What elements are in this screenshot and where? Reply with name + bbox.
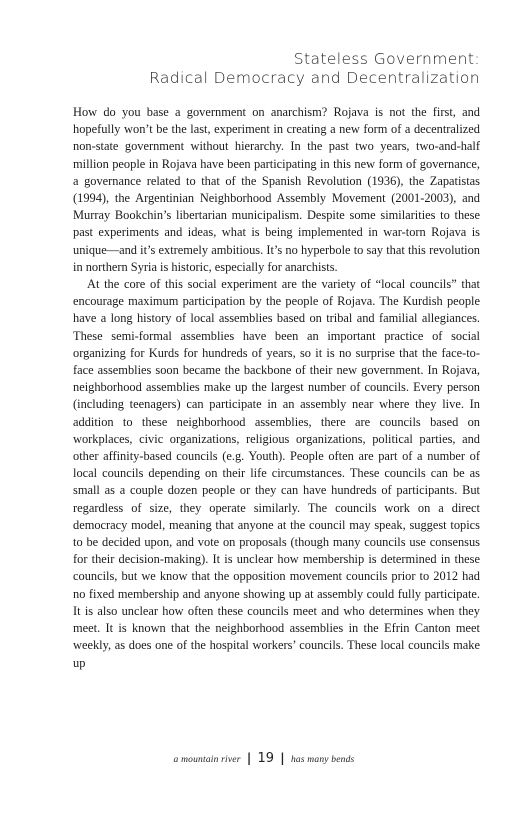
page-number: 19 — [257, 751, 275, 766]
footer-left-title: a mountain river — [173, 755, 241, 765]
paragraph-1: How do you base a government on anarchism? Rojava is not the first, and hopefully won’t be the last, experiment in creating a new form of a decentralized non-state government without hierarchy. In the past two years, two-and-half million people in Rojava have been participating in this new form of governance, a governance related to that of the Spanish Revolution (1936), the Zapatistas (1994), the Argentinian Neighborhood Assembly Movement (2001-2003), and Murray Bookchin’s libertarian municipalism. Despite some similarities to these past experiments and ideas, what is being implemented in war-torn Rojava is unique—and it’s extremely ambitious. It’s no hyperbole to say that this revolution in northern Syria is historic, especially for anarchists. — [73, 105, 480, 274]
chapter-heading-line-1: Stateless Government: — [293, 50, 480, 68]
footer-right-title: has many bends — [290, 755, 355, 765]
chapter-heading — [40, 50, 480, 88]
body-text — [73, 104, 480, 672]
paragraph-2: At the core of this social experiment are the variety of “local councils” that encourage maximum participation by the people of Rojava. The Kurdish people have a long history of local assemblies based on tribal and familial allegiances. These semi-formal assemblies have been an important practice of social organizing for Kurds for hundreds of years, so it is no surprise that the face-to-face assemblies soon became the backbone of their new government. In Rojava, neighborhood assemblies make up the largest number of councils. Every person (including teenagers) can participate in an assembly near where they live. In addition to these neighborhood assemblies, there are councils based on workplaces, civic organizations, religious organizations, political parties, and other affinity-based councils (e.g. Youth). People often are part of a number of local councils depending on their life circumstances. These councils can be as small as a couple dozen people or they can have hundreds of participants. But regardless of size, they operate similarly. The councils work on a direct democracy model, meaning that anyone at the council may speak, suggest topics to be decided upon, and vote on proposals (though many councils use consensus for their decision-making). It is unclear how membership is determined in these councils, but we know that the opposition movement councils prior to 2012 had no fixed membership and anyone showing up at assembly could fully participate. It is also unclear how often these councils meet and who determines when they meet. It is known that the neighborhood assemblies in the Efrin Canton meet weekly, as does one of the hospital workers’ councils. These local councils make up — [73, 277, 480, 670]
footer-separator-left: | — [246, 751, 252, 765]
running-footer — [0, 750, 528, 768]
footer-separator-right: | — [280, 751, 285, 765]
chapter-heading-line-2: Radical Democracy and Decentralization — [149, 69, 480, 87]
